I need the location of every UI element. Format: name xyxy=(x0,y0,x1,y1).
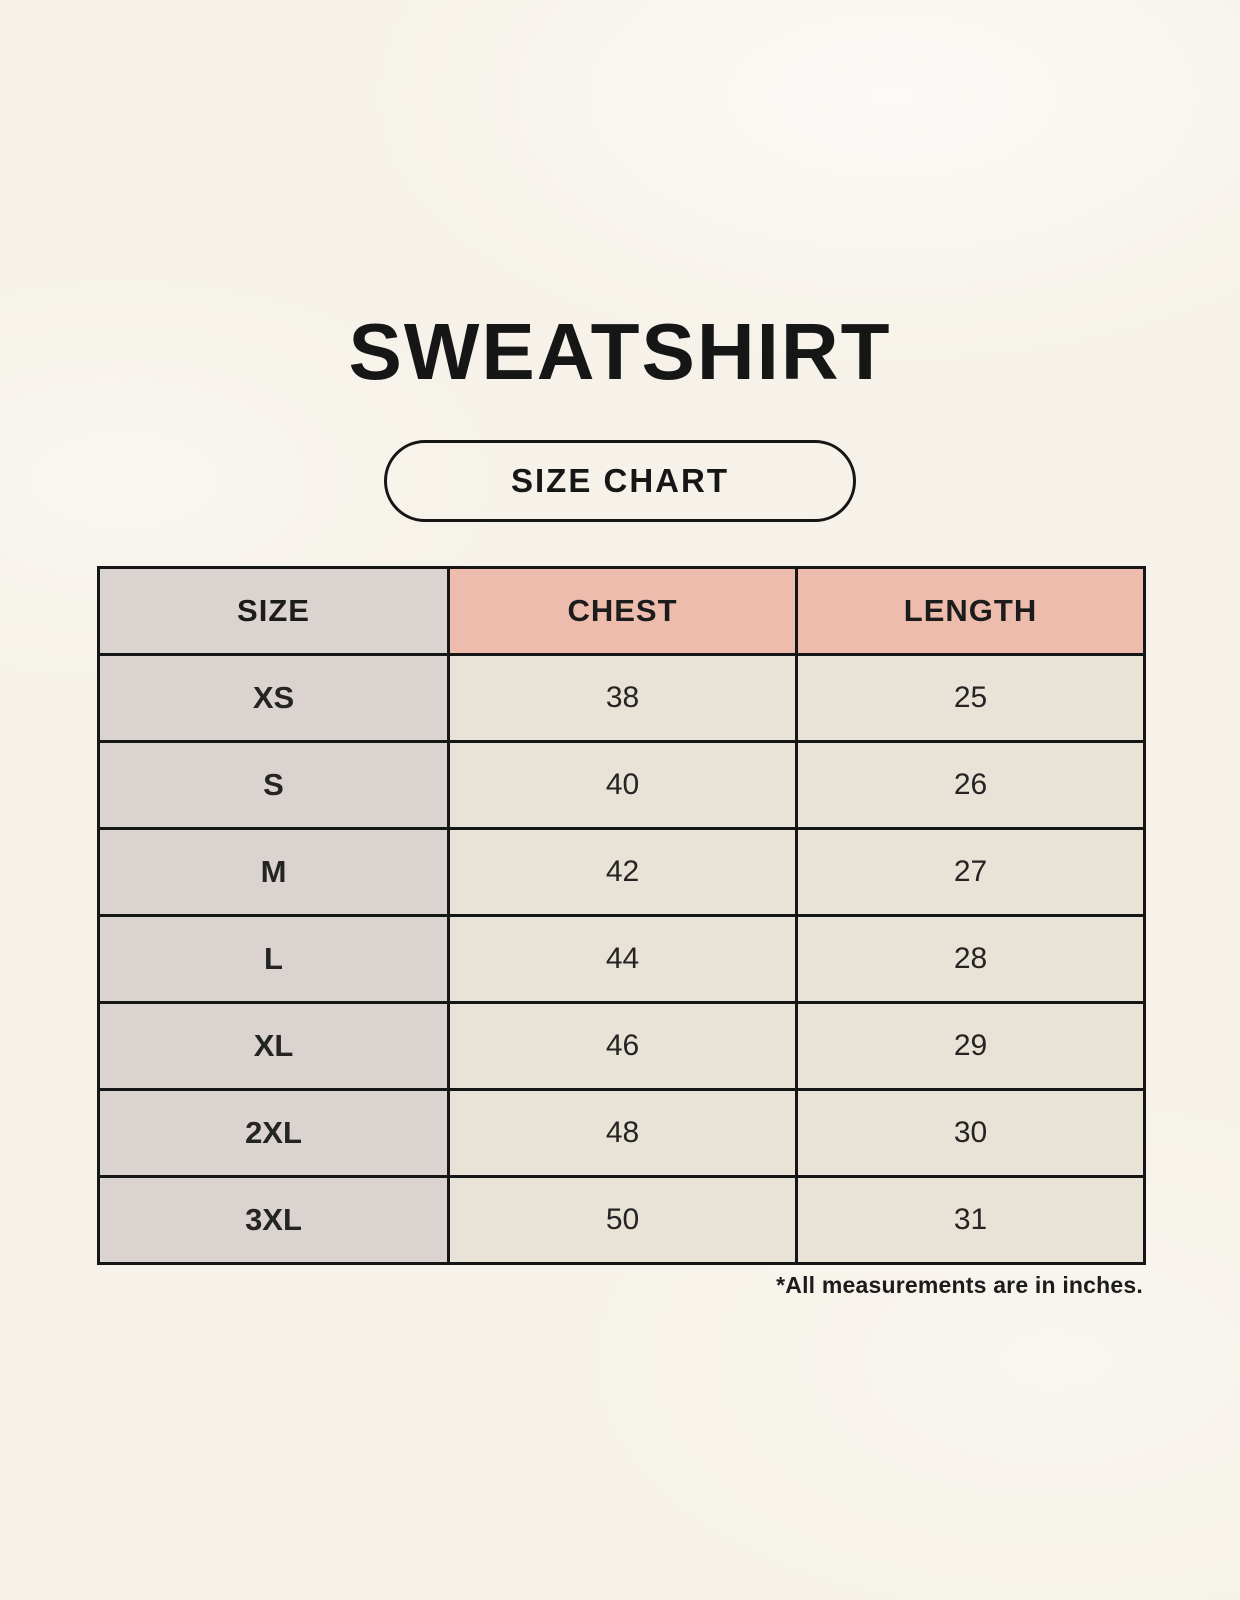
header-row xyxy=(99,568,1145,655)
chest-cell: 46 xyxy=(449,1003,797,1090)
header-cell-size: SIZE xyxy=(99,568,449,655)
table-row-xl xyxy=(99,1003,1145,1090)
size-chart-table xyxy=(97,566,1146,1265)
length-cell: 30 xyxy=(797,1090,1145,1177)
table-row-2xl xyxy=(99,1090,1145,1177)
page-title: SWEATSHIRT xyxy=(348,307,892,396)
length-cell: 26 xyxy=(797,742,1145,829)
header-cell-chest: CHEST xyxy=(449,568,797,655)
length-cell: 29 xyxy=(797,1003,1145,1090)
chest-cell: 44 xyxy=(449,916,797,1003)
size-chart-badge xyxy=(384,440,856,522)
size-cell: M xyxy=(99,829,449,916)
size-cell: 2XL xyxy=(99,1090,449,1177)
measurements-note: *All measurements are in inches. xyxy=(776,1272,1143,1298)
size-cell: 3XL xyxy=(99,1177,449,1264)
chest-cell: 38 xyxy=(449,655,797,742)
header-cell-length: LENGTH xyxy=(797,568,1145,655)
chest-cell: 42 xyxy=(449,829,797,916)
chest-cell: 50 xyxy=(449,1177,797,1264)
size-cell: XS xyxy=(99,655,449,742)
size-cell: S xyxy=(99,742,449,829)
chest-cell: 48 xyxy=(449,1090,797,1177)
chest-cell: 40 xyxy=(449,742,797,829)
table-row-m xyxy=(99,829,1145,916)
length-cell: 25 xyxy=(797,655,1145,742)
table-row-l xyxy=(99,916,1145,1003)
table-row-3xl xyxy=(99,1177,1145,1264)
table-row-s xyxy=(99,742,1145,829)
table-row-xs xyxy=(99,655,1145,742)
length-cell: 28 xyxy=(797,916,1145,1003)
size-cell: L xyxy=(99,916,449,1003)
length-cell: 27 xyxy=(797,829,1145,916)
size-cell: XL xyxy=(99,1003,449,1090)
size-chart-badge-label: SIZE CHART xyxy=(511,462,729,499)
length-cell: 31 xyxy=(797,1177,1145,1264)
